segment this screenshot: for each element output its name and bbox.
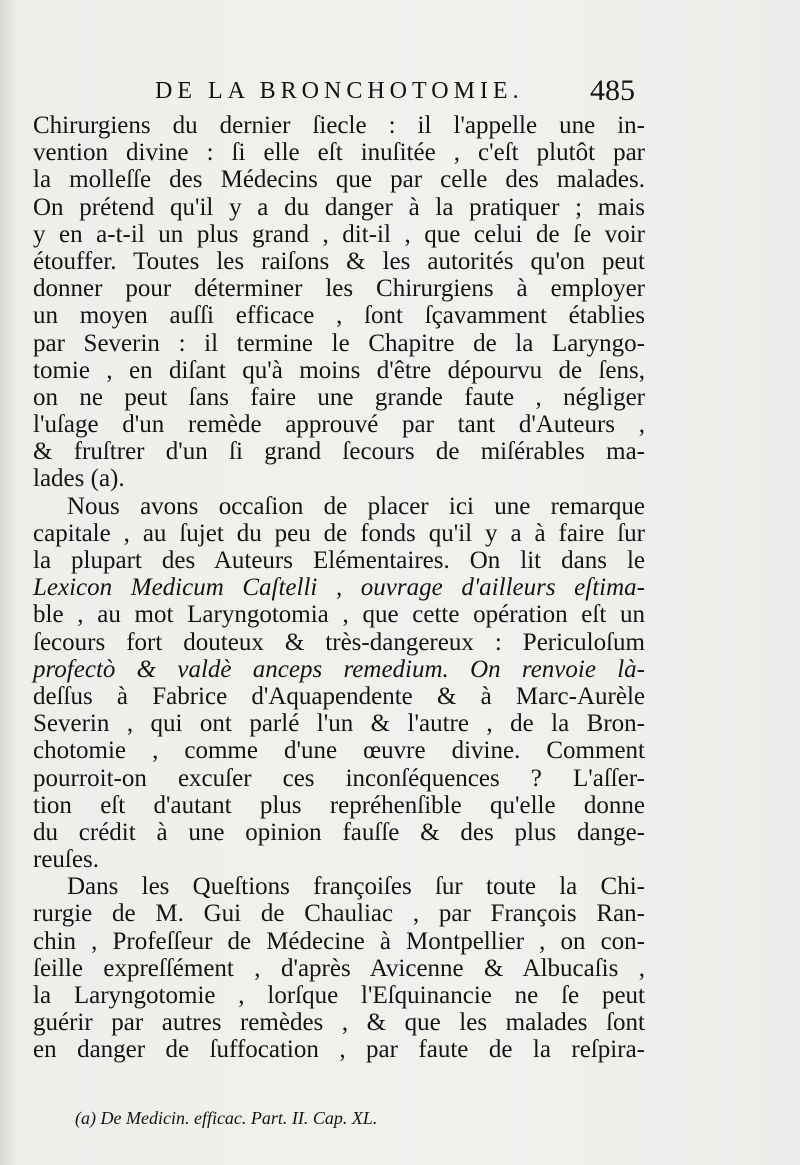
text-line: on ne peut ſans faire une grande faute , négliger xyxy=(33,383,645,411)
text-line: Chirurgiens du dernier ſiecle : il l'appelle une in- xyxy=(33,112,645,139)
text-line: ſeille expreſſément , d'après Avicenne & Albucaſis , xyxy=(33,954,645,982)
text-line: Severin , qui ont parlé l'un & l'autre , de la Bron- xyxy=(33,710,645,738)
text-line: y en a-t-il un plus grand , dit-il , que celui de ſe voir xyxy=(33,220,645,248)
text-line: vention divine : ſi elle eſt inuſitée , c'eſt plutôt par xyxy=(33,139,645,167)
text-line: la Laryngotomie , lorſque l'Eſquinancie ne ſe peut xyxy=(33,982,645,1009)
text-line: étouffer. Toutes les raiſons & les autorités qu'on peut xyxy=(33,247,645,275)
text-line: Lexicon Medicum Caſtelli , ouvrage d'ailleurs eſtima- xyxy=(33,574,645,602)
text-line: chin , Profeſſeur de Médecine à Montpellier , on con- xyxy=(33,927,645,955)
text-line: tomie , en diſant qu'à moins d'être dépourvu de ſens, xyxy=(33,356,645,384)
text-line: chotomie , comme d'une œuvre divine. Comment xyxy=(33,737,645,765)
text-line: par Severin : il termine le Chapitre de la Laryngo- xyxy=(33,329,645,357)
footnote: (a) De Medicin. efficac. Part. II. Cap. XL. xyxy=(75,1108,378,1128)
text-line: capitale , au ſujet du peu de fonds qu'il y a à faire ſur xyxy=(33,519,645,547)
text-line: du crédit à une opinion fauſſe & des plus dange- xyxy=(33,818,645,846)
text-line: la plupart des Auteurs Elémentaires. On lit dans le xyxy=(33,547,645,574)
page-number: 485 xyxy=(590,74,635,107)
body-text xyxy=(33,112,645,1064)
text-line: lades (a). xyxy=(33,465,125,493)
text-line: en danger de ſuffocation , par faute de la reſpira- xyxy=(33,1036,645,1064)
text-line: reuſes. xyxy=(33,846,99,874)
running-title: DE LA BRONCHOTOMIE. xyxy=(155,78,524,104)
text-line: un moyen auſſi efficace , ſont ſçavamment établies xyxy=(33,302,645,330)
text-line: rurgie de M. Gui de Chauliac , par François Ran- xyxy=(33,900,645,928)
text-line: On prétend qu'il y a du danger à la pratiquer ; mais xyxy=(33,193,645,221)
text-line: l'uſage d'un remède approuvé par tant d'Auteurs , xyxy=(33,411,645,439)
text-line: donner pour déterminer les Chirurgiens à employer xyxy=(33,275,645,303)
text-line: Nous avons occaſion de placer ici une remarque xyxy=(67,492,645,520)
text-line: profectò & valdè anceps remedium. On renvoie là- xyxy=(33,655,645,683)
text-line: ſecours fort douteux & très-dangereux : Periculoſum xyxy=(33,628,645,656)
text-line: la molleſſe des Médecins que par celle des malades. xyxy=(33,166,645,194)
text-line: pourroit-on excuſer ces inconſéquences ? L'aſſer- xyxy=(33,764,645,792)
text-line: & fruſtrer d'un ſi grand ſecours de miſérables ma- xyxy=(33,438,645,466)
text-line: tion eſt d'autant plus repréhenſible qu'elle donne xyxy=(33,791,645,819)
text-line: ble , au mot Laryngotomia , que cette opération eſt un xyxy=(33,601,645,629)
text-line: Dans les Queſtions françoiſes ſur toute la Chi- xyxy=(67,873,645,901)
text-line: guérir par autres remèdes , & que les malades ſont xyxy=(33,1009,645,1037)
text-line: deſſus à Fabrice d'Aquapendente & à Marc-Aurèle xyxy=(33,682,645,710)
